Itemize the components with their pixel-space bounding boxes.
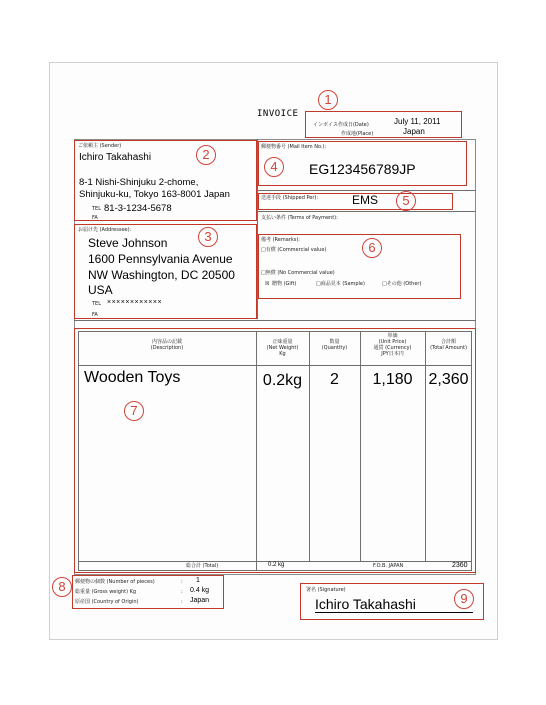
sender-address-line1: 8-1 Nishi-Shinjuku 2-chome, — [79, 177, 199, 188]
col-line-4 — [425, 331, 426, 561]
marker-4: 4 — [264, 157, 284, 177]
total-amount: 2360 — [452, 562, 468, 569]
col-line-1 — [256, 331, 257, 571]
addressee-address-line2: NW Washington, DC 20500 — [88, 268, 235, 282]
pieces-colon: : — [181, 579, 183, 585]
rule-after-mail — [257, 190, 476, 191]
remarks-no-commercial: □無償 (No Commercial value) — [261, 270, 335, 276]
header-net-weight — [256, 339, 309, 357]
remarks-label: 備考 (Remarks): — [261, 237, 300, 243]
header-total-amount — [425, 339, 472, 351]
total-weight: 0.2 kg — [268, 562, 285, 568]
header-unit-price-en: (Unit Price) — [378, 339, 407, 345]
invoice-date: July 11, 2011 — [394, 117, 441, 126]
origin-label: 原産国 (Country of Origin) — [75, 599, 139, 605]
origin-colon: : — [181, 599, 183, 605]
origin-value: Japan — [190, 597, 210, 604]
addressee-country: USA — [88, 283, 113, 297]
marker-9: 9 — [454, 589, 474, 609]
header-total-amount-en: (Total Amount) — [430, 345, 467, 351]
marker-1: 1 — [318, 90, 338, 110]
sender-fax-label: FA — [92, 215, 98, 221]
header-currency: 通貨 (Currency) — [373, 345, 412, 351]
gross-colon: : — [181, 589, 183, 595]
place-label: 作成地(Place) — [341, 131, 374, 137]
date-label: インボイス作成日(Date) — [313, 122, 369, 128]
terms-label: 支払い条件 (Terms of Payment): — [261, 215, 338, 221]
invoice-place: Japan — [403, 127, 425, 136]
gift-checkbox: ☒ — [265, 281, 270, 287]
invoice-title: INVOICE — [257, 109, 299, 119]
marker-5: 5 — [396, 191, 416, 211]
header-unit-price — [360, 333, 425, 357]
addressee-fax-label: FA — [92, 312, 98, 318]
gross-label: 総重量 (Gross weight) Kg — [75, 589, 137, 595]
header-quantity-jp: 数量 — [329, 339, 340, 345]
marker-2: 2 — [196, 145, 216, 165]
header-net-weight-en: (Net Weight) — [266, 345, 299, 351]
header-description-jp: 内容品の記載 — [151, 339, 182, 345]
addressee-tel: ×××××××××××× — [107, 299, 163, 306]
pieces-value: 1 — [196, 577, 200, 584]
row-total-amount: 2,360 — [428, 371, 469, 388]
marker-7: 7 — [124, 401, 144, 421]
addressee-label: お届け先 (Addressee): — [78, 227, 132, 233]
rule-before-table — [74, 320, 476, 321]
addressee-address-line1: 1600 Pennsylvania Avenue — [88, 252, 233, 266]
header-quantity — [309, 339, 360, 351]
header-quantity-en: (Quantity) — [321, 345, 348, 351]
mail-item-number: EG123456789JP — [309, 161, 416, 177]
signature-name: Ichiro Takahashi — [315, 596, 473, 613]
header-description-en: (Description) — [150, 345, 184, 351]
shipped-per-label: 送達手段 (Shipped Per): — [261, 195, 319, 201]
marker-8: 8 — [52, 577, 72, 597]
header-unit-price-jp: 単価 — [387, 333, 398, 339]
header-net-weight-unit: Kg — [279, 351, 286, 357]
signature-label: 署名 (Signature) — [306, 587, 346, 593]
rule-after-shipped — [257, 211, 476, 212]
header-net-weight-jp: 正味重量 — [272, 339, 293, 345]
sender-name: Ichiro Takahashi — [79, 152, 152, 163]
col-line-3 — [360, 331, 361, 561]
row-description: Wooden Toys — [84, 369, 181, 386]
remarks-box — [258, 234, 461, 299]
mail-item-label: 郵便物番号 (Mail Item No.): — [261, 144, 327, 150]
sender-tel-label: TEL — [92, 206, 101, 212]
header-total-amount-jp: 合計額 — [440, 339, 456, 345]
items-table — [78, 331, 472, 571]
row-net-weight: 0.2kg — [262, 372, 303, 389]
total-label: 総合計 (Total) — [186, 563, 219, 569]
header-description — [78, 339, 256, 351]
sender-address-line2: Shinjuku-ku, Tokyo 163-8001 Japan — [79, 189, 230, 200]
row-quantity: 2 — [330, 371, 339, 388]
total-fob: F.O.B. JAPAN — [373, 563, 404, 569]
row-unit-price: 1,180 — [372, 371, 413, 388]
col-line-2 — [309, 331, 310, 561]
sender-label: ご依頼主 (Sender) — [78, 143, 122, 149]
marker-3: 3 — [198, 227, 218, 247]
addressee-tel-label: TEL — [92, 301, 101, 307]
addressee-name: Steve Johnson — [88, 236, 168, 250]
marker-6: 6 — [362, 238, 382, 258]
pieces-label: 郵便物の個数 (Number of pieces) — [75, 579, 155, 585]
table-header-rule — [78, 365, 472, 366]
header-currency-value: JPY日本円 — [381, 351, 404, 357]
remarks-other: □その他 (Other) — [382, 281, 422, 287]
remarks-commercial: □有償 (Commercial value) — [261, 247, 327, 253]
remarks-gift: 贈物 (Gift) — [272, 281, 297, 287]
gross-value: 0.4 kg — [190, 587, 210, 594]
shipped-per-value: EMS — [352, 193, 379, 207]
remarks-sample: □商品見本 (Sample) — [316, 281, 365, 287]
sender-tel: 81-3-1234-5678 — [104, 203, 172, 214]
